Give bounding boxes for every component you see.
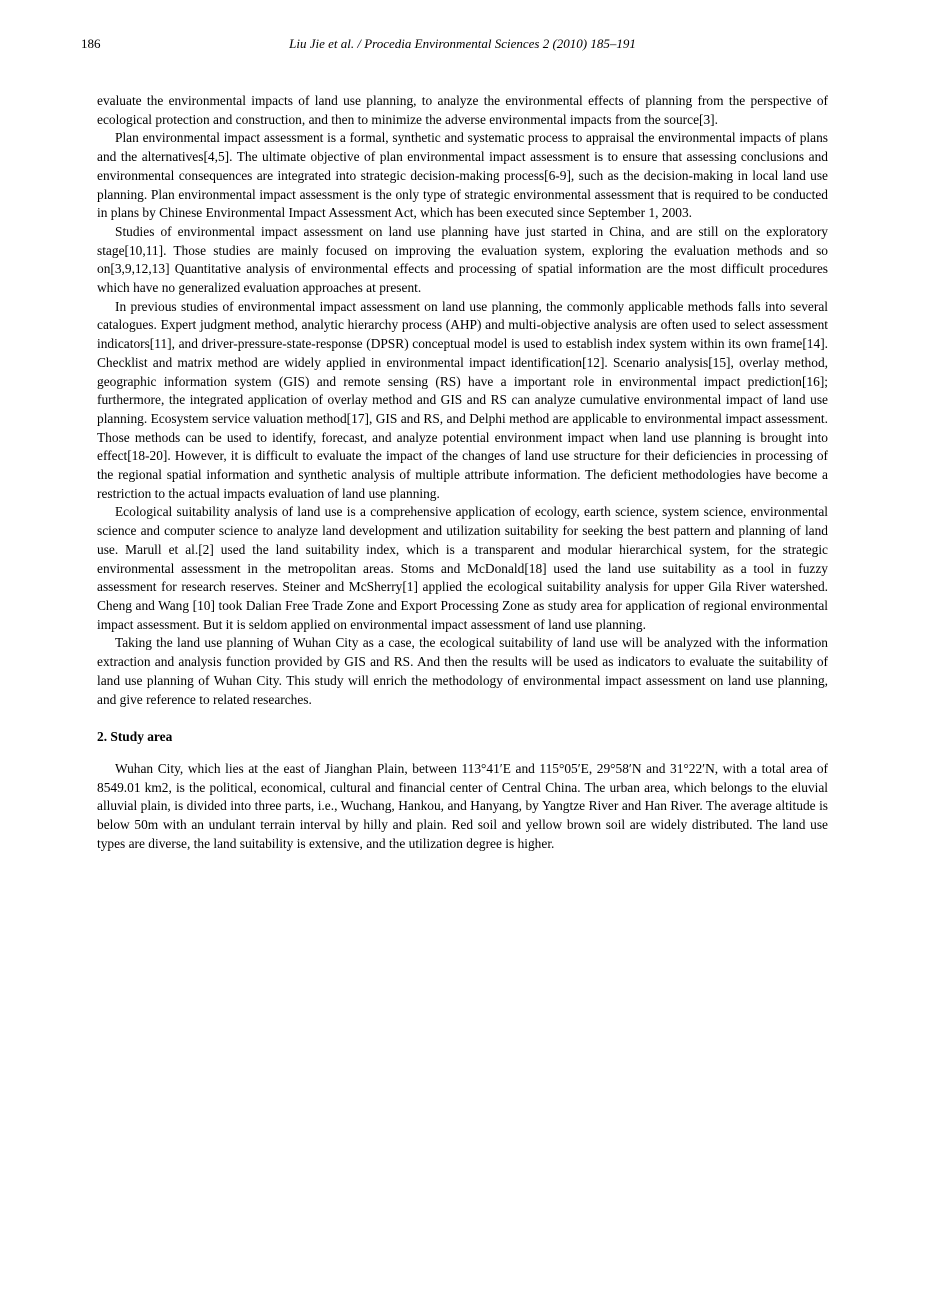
body-paragraph: In previous studies of environmental impact assessment on land use planning, the commonly applicable methods falls into several catalogues. Expert judgment method, analytic hierarchy process (AHP) and multi-objective analysis are often used to select assessment indicators[11], and driver-pressure-state-response (DPSR) conceptual model is used to establish index system within its own frame[14]. Checklist and matrix method are widely applied in environmental impact identification[12]. Scenario analysis[15], overlay method, geographic information system (GIS) and remote sensing (RS) have a important role in environmental impact prediction[16]; furthermore, the integrated application of overlay method and GIS and RS can analyze cumulative environmental impact of land use planning. Ecosystem service valuation method[17], GIS and RS, and Delphi method are applicable to environmental impact assessment. Those methods can be used to identify, forecast, and analyze potential environment impact when land use planning is brought into effect[18-20]. However, it is difficult to evaluate the impact of the changes of land use structure for their deficiencies in processing of the regional spatial information and synthetic analysis of multiple attribute information. The deficient methodologies have become a restriction to the actual impacts evaluation of land use planning. xyxy=(97,298,828,501)
body-paragraph: evaluate the environmental impacts of land use planning, to analyze the environmental effects of planning from the perspective of ecological protection and construction, and then to minimize the adverse environmental impacts from the source[3]. xyxy=(97,93,828,127)
body-paragraph: Taking the land use planning of Wuhan City as a case, the ecological suitability of land use will be analyzed with the information extraction and analysis function provided by GIS and RS. And then the results will be used as indicators to evaluate the suitability of land use planning of Wuhan City. This study will enrich the methodology of environmental impact assessment on land use planning, and give reference to related researches. xyxy=(97,635,828,707)
section-heading-study-area: 2. Study area xyxy=(97,729,173,745)
body-paragraph: Wuhan City, which lies at the east of Jianghan Plain, between 113°41′E and 115°05′E, 29°58′N and 31°22′N, with a total area of 8549.01 km2, is the political, economical, cultural and financial center of Central China. The urban area, which belongs to the eluvial alluvial plain, is divided into three parts, i.e., Wuchang, Hankou, and Hanyang, by Yangtze River and Han River. The average altitude is below 50m with an undulant terrain interval by hilly and plain. Red soil and yellow brown soil are widely distributed. The land use types are diverse, the land suitability is extensive, and the utilization degree is higher. xyxy=(97,760,828,851)
body-paragraph: Ecological suitability analysis of land use is a comprehensive application of ecology, earth science, system science, environmental science and computer science to analyze land development and utilization suitability for seeking the best pattern and planning of land use. Marull et al.[2] used the land suitability index, which is a transparent and modular hierarchical system, for the strategic environmental assessment in the metropolitan areas. Stoms and McDonald[18] used the land use suitability as a tool in fuzzy assessment for research reserves. Steiner and McSherry[1] applied the ecological suitability analysis for upper Gila River watershed. Cheng and Wang [10] took Dalian Free Trade Zone and Export Processing Zone as study area for application of regional environmental impact assessment. But it is seldom applied on environmental impact assessment of land use planning. xyxy=(97,504,828,632)
paper-body xyxy=(97,92,828,853)
body-paragraph: Plan environmental impact assessment is a formal, synthetic and systematic process to appraisal the environmental impacts of plans and the alternatives[4,5]. The ultimate objective of plan environmental impact assessment is to ensure that assessing conclusions and environmental consequences are integrated into strategic decision-making process[6-9], such as the decision-making in local land use planning. Plan environmental impact assessment is the only type of strategic environmental assessment that is required to be conducted in plans by Chinese Environmental Impact Assessment Act, which has been executed since September 1, 2003. xyxy=(97,130,828,221)
page-number: 186 xyxy=(81,36,101,51)
running-title: Liu Jie et al. / Procedia Environmental Sciences 2 (2010) 185–191 xyxy=(289,36,636,51)
running-head xyxy=(81,36,844,56)
body-paragraph: Studies of environmental impact assessment on land use planning have just started in China, and are still on the exploratory stage[10,11]. Those studies are mainly focused on improving the evaluation system, exploring the evaluation methods and so on[3,9,12,13] Quantitative analysis of environmental effects and processing of spatial information are the most difficult procedures which have no generalized evaluation approaches at present. xyxy=(97,223,828,296)
